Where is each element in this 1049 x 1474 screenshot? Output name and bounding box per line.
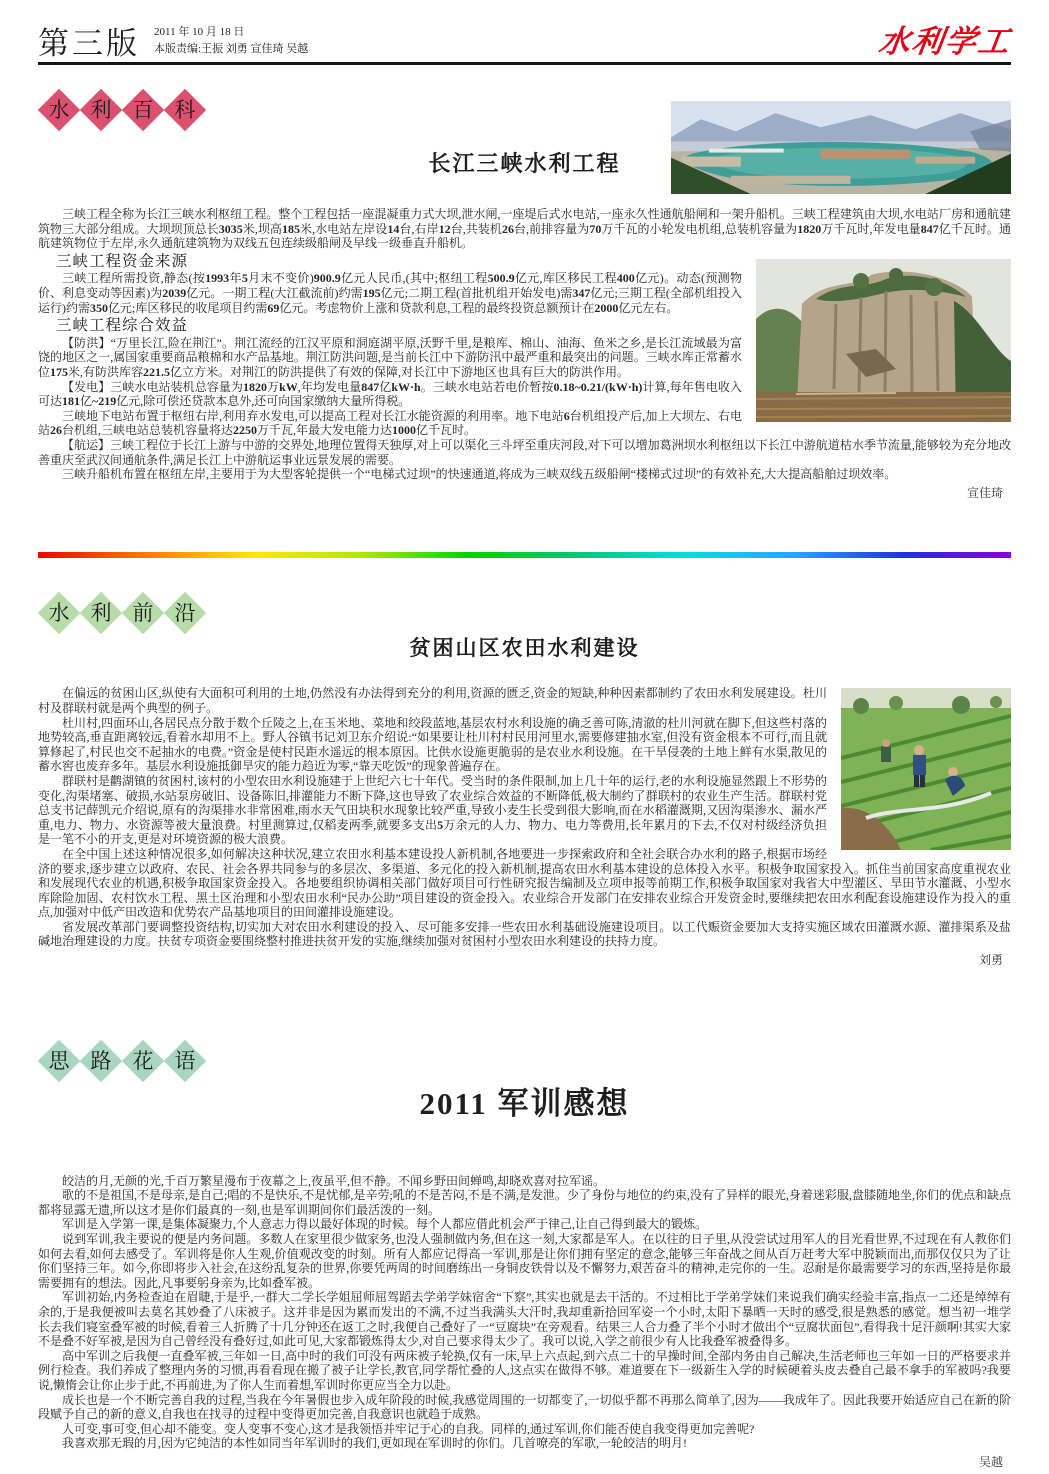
paragraph: 杜川村,四面环山,各居民点分散于数个丘陵之上,在玉米地、菜地和绞段蓝地,基层农村水利设施的确乏善可陈,清澈的杜川河就在脚下,但这些村落的地势较高,垂直距离较远,看着水却用不上。野人谷镇书记刘卫东介绍说:“如果要让杜川村村民用河里水,需要修建抽水室,但没有资金根本不可行,而且就算修起了,村民也交不起抽水的电费。”资金是使村民距水遥远的根本原因。比供水设施更脆弱的是农业水利设施。在干旱侵袭的土地上鲜有水渠,散见的蓄水窖也废弃多年。基层水利设施抵御旱灾的能力趋近为零,“靠天吃饭”的现象普遍存在。: [38, 715, 827, 774]
article-title-three-gorges: 长江三峡水利工程: [428, 151, 621, 177]
article-title-military-training: 2011 军训感想: [419, 1085, 630, 1121]
edition-label: 第三版: [38, 26, 140, 62]
paragraph: 【航运】三峡工程位于长江上游与中游的交界处,地理位置得天独厚,对上可以渠化三斗坪至重庆河段,对下可以增加葛洲坝水利枢纽以下长江中游航道枯水季节流量,能够较为充分地改善重庆至武汉间通航条件,满足长江上中游航运事业远景发展的需要。: [38, 438, 1011, 467]
paragraph: 三峡地下电站布置于枢纽右岸,利用弃水发电,可以提高工程对长江水能资源的利用率。地下电站6台机组投产后,加上大坝左、右电站26台机组,三峡电站总装机容量将达2250万千瓦,年最大发电能力达1000亿千瓦时。: [38, 408, 742, 438]
paragraph: 成长也是一个不断完善自我的过程,当我在今年暑假也步入成年阶段的时候,我感觉周围的一切都变了,一切似乎都不再那么简单了,因为——我成年了。因此我要开始适应自己在新的阶段赋予自己的新的意义,自我也在找寻的过程中变得更加完善,自我意识也就趋于成熟。: [38, 1392, 1011, 1422]
paragraph: 说到军训,我主要说的便是内务问题。多数人在家里很少做家务,也没人强制做内务,但在这一刻,大家都是军人。在以往的日子里,从没尝试过用军人的目光看世界,不过现在有人教你们如何去看,如何去感受了。军训将是你人生观,价值观改变的时刻。所有人都应记得高一军训,那是让你们拥有坚定的意念,能够三年奋战之间从百万赶考大军中脱颖而出,而那仅仅只为了让你们坚持三年。如今,你即将步入社会,在这纷乱复杂的世界,你要凭两周的时间磨练出一身铜皮铁骨以及不懈努力,艰苦奋斗的精神,走完你的一生。忍耐是你最需要学习的东西,坚持是你最需要拥有的想法。因此,凡事要躬身亲为,比如叠军被。: [38, 1232, 1011, 1290]
masthead-row: [38, 0, 1014, 65]
yangtze-cliff-photo: [756, 259, 1011, 422]
section-tile: 利: [80, 89, 122, 131]
section-tile: 科: [164, 89, 206, 131]
section-tile: 路: [80, 1039, 122, 1081]
article-body-three-gorges: [38, 252, 1011, 501]
editors-line: 本版责编:王振 刘勇 宣佳琦 吴越: [154, 43, 309, 56]
paragraph: 【防洪】“万里长江,险在荆江”。荆江流经的江汉平原和洞庭湖平原,沃野千里,是粮库、棉山、油海、鱼米之乡,是长江流域最为富饶的地区之一,属国家重要商品粮棉和水产品基地。荆江防洪问题,是当前长江中下游防汛中最严重和最突出的问题。三峡水库正常蓄水位175米,有防洪库容221.5亿立方米。对荆江的防洪提供了有效的保障,对长江中下游地区也具有巨大的防洪作用。: [38, 335, 742, 380]
article-body-farmland: [38, 686, 1011, 967]
publication-date: 2011 年 10 月 18 日: [154, 26, 245, 38]
section-tile: 利: [80, 592, 122, 634]
paragraph: 三峡工程全称为长江三峡水利枢纽工程。整个工程包括一座混凝重力式大坝,泄水闸,一座堤后式水电站,一座永久性通航船闸和一架升船机。三峡工程建筑由大坝,水电站厂房和通航建筑物三大部分组成。大坝坝顶总长3035米,坝高185米,水电站左岸设14台,右岸12台,共装机26台,前排容量为70万千瓦的小轮发电机组,总装机容量为1820万千瓦时,年发电量847亿千瓦时。通航建筑物位于左岸,永久通航建筑物为双线五包连续级船闸及早线一级垂直升船机。: [38, 207, 1011, 251]
section-tile: 水: [38, 89, 80, 131]
section-tile: 前: [122, 592, 164, 634]
sub-heading: 三峡工程综合效益: [56, 317, 189, 335]
rainbow-divider: [38, 552, 1011, 558]
masthead-title: 水利学工: [876, 24, 1014, 60]
paragraph: 【发电】三峡水电站装机总容量为1820万kW,年均发电量847亿kW·h。三峡水电站若电价暂按0.18~0.21/(kW·h)计算,每年售电收入可达181亿~219亿元,除可偿还贷款本息外,还可向国家缴纳大量所得税。: [38, 379, 742, 409]
publication-meta: [154, 24, 308, 59]
section-tile: 花: [122, 1039, 164, 1081]
article-title-farmland: 贫困山区农田水利建设: [409, 637, 640, 661]
sub-heading: 三峡工程资金来源: [56, 252, 189, 270]
section-tile: 百: [122, 89, 164, 131]
author-signature: 刘勇: [978, 953, 1003, 968]
section-tile: 语: [164, 1039, 206, 1081]
paragraph: 三峡升船机布置在枢纽左岸,主要用于为大型客轮提供一个“电梯式过坝”的快速通道,将成为三峡双线五级船闸“楼梯式过坝”的有效补充,大大提高船舶过坝效率。: [62, 467, 897, 482]
paragraph: 军训是入学第一课,是集体凝聚力,个人意志力得以最好体现的时候。每个人都应借此机会严于律己,让自己得到最大的锻炼。: [62, 1217, 708, 1232]
section-tiles-flower: [38, 1040, 1011, 1082]
article-body-military-training: [38, 1174, 1011, 1470]
article-body-three-gorges-intro: [38, 207, 1011, 251]
section-tiles-frontier: [38, 592, 1011, 634]
paragraph: 我喜欢那无瑕的月,因为它纯洁的本性如同当年军训时的我们,更如现在军训时的你们。几首嘹亮的军歌,一轮皎洁的明月!: [62, 1436, 688, 1451]
section-frontier-head: [38, 592, 1011, 674]
section-tile: 水: [38, 592, 80, 634]
section-flower-head: [38, 1040, 1011, 1144]
section-tile: 思: [38, 1039, 80, 1081]
paragraph: 省发展改革部门要调整投资结构,切实加大对农田水利建设的投入、尽可能多安排一些农田水利基础设施建设项目。以工代赈资金要加大支持实施区域农田灌溉水源、灌排渠系及盐碱地治理建设的力度。扶贫专项资金要围绕整村推进扶贫开发的实施,继续加强对贫困村小型农田水利建设的扶持力度。: [38, 919, 1011, 949]
paragraph: 人可变,事可变,但心却不能变。变人变事不变心,这才是我领悟并牢记于心的自我。同样的,通过军训,你们能否使自我变得更加完善呢?: [62, 1421, 755, 1436]
paragraph: 歌的不是祖国,不是母亲,是自己;唱的不是快乐,不是忧郁,是辛劳;吼的不是苦闷,不是不满,是发泄。少了身份与地位的约束,没有了异样的眼光,身着迷彩服,盘膝随地坐,你们的优点和缺点都将显露无遗,所以这才是你们最真的一刻,也是军训期间你们最活泼的一刻。: [38, 1188, 1011, 1217]
paragraph: 高中军训之后我便一直叠军被,三年如一日,高中时的我们可没有两床被子轮换,仅有一床,早上六点起,到六点二十的早操时间,全部内务由自己解决,生活老师也三年如一日的严格要求并例行检查。我们养成了整理内务的习惯,再看看现在搬了被子让学长,教官,同学帮忙叠的人,这点实在做得不够。难道要在下一级新生入学的时候硬着头皮去叠自己最不拿手的军被吗?我要说,懒惰会让你止步于此,不再前进,为了你人生而着想,军训时你更应当全力以赴。: [38, 1348, 1011, 1392]
paragraph: 皎洁的月,无颜的光,千百万繁星漫布于夜幕之上,夜虽平,但不静。不闻乡野田间蝉鸣,却晓欢喜对拉军谣。: [62, 1173, 606, 1188]
paragraph: 在偏远的贫困山区,纵使有大面积可利用的土地,仍然没有办法得到充分的利用,资源的匮乏,资金的短缺,种种因素都制约了农田水利发展建设。杜川村及群联村就是两个典型的例子。: [38, 686, 827, 715]
paragraph: 军训初始,内务检查迫在眉睫,于是乎,一群大二学长学姐屈师屈驾蹈去学弟学妹宿舍“下察”,其实也就是去干活的。不过相比于学弟学妹们来说我们确实经验丰富,指点一二还是绰绰有余的,于是我便被叫去莫名其妙叠了八床被子。这并非是因为累而发出的不满,不过当我满头大汗时,我却重新拾回军姿一个小时,太阳下暴晒一天时的感受,很是熟悉的感觉。想当初一堆学长去我们寝室叠军被的时候,看着三人折腾了十几分钟还在返工之时,我便自己叠好了一“豆腐块”在旁观看。结果三人合力叠了半个小时才做出个“豆腐状面包”,看得我十足汗颜啊!其实大家不是叠不好军被,是因为自己曾经没有叠好过,如此可见,大家都锻炼得太少,对自己要求得太少了。我可以说,入学之前很少有人比我叠军被叠得多。: [38, 1290, 1011, 1349]
section-encyclopedia-head: [38, 89, 1011, 207]
paragraph: 群联村是鹳湖镇的贫困村,该村的小型农田水利设施建于上世纪六七十年代。受当时的条件限制,加上几十年的运行,老的水利设施显然跟上不形势的变化,沟渠堵塞、破损,水站泵房破旧、设备陈旧,排灌能力不断下降,这也导致了农业综合效益的不断降低,极大制约了群联村的农业生产生活。群联村党总支书记薛凯元介绍说,原有的沟渠排水非常困难,雨水天气田块积水现象比较严重,导致小麦生长受到很大影响,而在水稻灌溉期,又因沟渠渗水、漏水严重,电力、物力、水资源等被大量浪费。村里测算过,仅稻麦两季,就要多支出5万余元的人力、物力、电力等费用,长年累月的下去,不仅对村级经济负担是一笔不小的开支,更是对环境资源的极大浪费。: [38, 773, 828, 847]
paragraph: 三峡工程所需投资,静态(按1993年5月末不变价)900.9亿元人民币,(其中;枢纽工程500.9亿元,库区移民工程400亿元)。动态(预测物价、利息变动等因素)为2039亿元。一期工程(大江截流前)约需195亿元;二期工程(首批机组开始发电)需347亿元;三期工程(全部机组投入运行)约需350亿元;库区移民的收尾项目约需69亿元。考虑物价上涨和贷款利息,工程的最终投资总额预计在2000亿元左右。: [38, 271, 743, 315]
author-signature: 吴越: [978, 1454, 1003, 1469]
farm-irrigation-photo: [841, 688, 1011, 850]
author-signature: 宣佳琦: [966, 485, 1003, 500]
section-tile: 沿: [164, 592, 206, 634]
paragraph: 在全中国上述这种情况很多,如何解决这种状况,建立农田水利基本建设投人新机制,各地要进一步探索政府和全社会联合办水利的路子,根据市场经济的要求,逐步建立以政府、农民、社会各界共同参与的多层次、多渠道、多元化的投入新机制,提高农田水利基本建设的总体投入水平。积极争取国家投入。抓住当前国家高度重视农业和发展现代农业的机遇,积极争取国家资金投入。各地要组织协调相关部门做好项目可行性研究报告编制及立项申报等前期工作,积极争取国家对我省大中型灌区、旱田节水灌溉、小型水库除险加固、农村饮水工程、黑土区治理和小型农田水利“民办公助”项目建设的资金投入。农业综合开发部门在安排农业综合开发资金时,要继续把农田水利配套设施建设作为投入的重点,加强对中低产田改造和优势农产品基地项目的田间灌排设施建设。: [38, 846, 1011, 920]
